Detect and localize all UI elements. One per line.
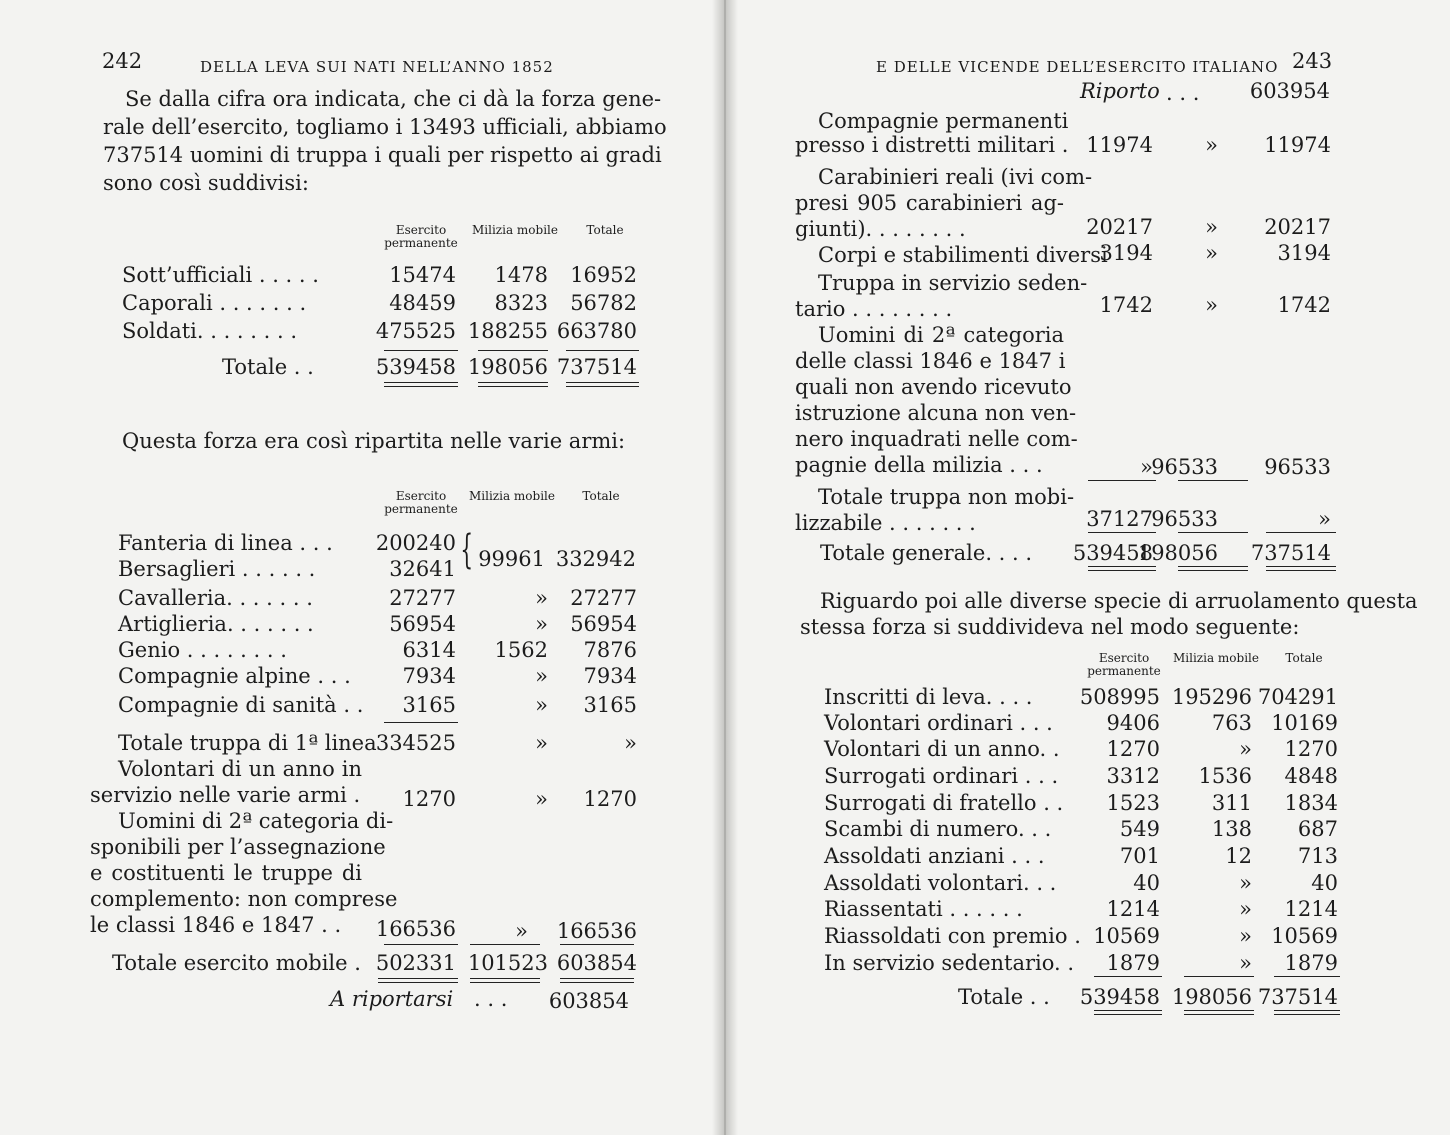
- table2-row-c2: 1562: [494, 638, 548, 662]
- rule: [1088, 480, 1156, 481]
- table3-row-c2: 763: [1211, 711, 1252, 735]
- row-line: pagnie della milizia . . .: [795, 453, 1043, 477]
- second-cat-line: Uomini di 2ª categoria di-: [118, 809, 394, 833]
- line1-total-c2: »: [535, 731, 548, 755]
- table2-row-label: Compagnie di sanità . .: [118, 693, 364, 717]
- table3-row-c1: 9406: [1106, 711, 1160, 735]
- table3-total-c3: 737514: [1257, 985, 1338, 1009]
- table3-total-c2: 198056: [1171, 985, 1252, 1009]
- row-c3: 96533: [1264, 455, 1331, 479]
- second-cat-line: complemento: non comprese: [90, 887, 398, 911]
- table3-row-c1: 508995: [1079, 685, 1160, 709]
- table2-header-2: Totale: [582, 489, 620, 503]
- table3-row-c2: 138: [1211, 817, 1252, 841]
- table2-row-c1: 7934: [402, 664, 456, 688]
- table3-row-c2: »: [1239, 871, 1252, 895]
- table1-header-2: Totale: [586, 223, 624, 237]
- table3-header-0: Esercito permanente: [1087, 651, 1161, 678]
- double-rule: [1184, 1010, 1254, 1015]
- row-line: presso i distretti militari .: [795, 133, 1069, 157]
- table1-row-c3: 56782: [570, 291, 637, 315]
- line1-total-c3: »: [624, 731, 637, 755]
- double-rule: [1178, 566, 1248, 571]
- rule: [470, 944, 540, 945]
- table3-row-c3: 1834: [1284, 791, 1338, 815]
- row-c3: 20217: [1264, 215, 1331, 239]
- row-c2: 96533: [1151, 455, 1218, 479]
- table2-header-0: Esercito permanente: [384, 489, 458, 516]
- table1-row-c1: 48459: [389, 291, 456, 315]
- table3-row-c1: 40: [1133, 871, 1160, 895]
- table3-row-c2: 12: [1225, 844, 1252, 868]
- row-line: delle classi 1846 e 1847 i: [795, 349, 1066, 373]
- table3-row-label: Volontari di un anno. .: [824, 737, 1060, 761]
- general-total-c3: 737514: [1250, 541, 1331, 565]
- row-line: Totale truppa non mobi-: [818, 485, 1075, 509]
- second-cat-c3: 166536: [556, 919, 637, 943]
- rule: [566, 350, 639, 351]
- table1-total-c3: 737514: [556, 355, 637, 379]
- table1-row-c1: 15474: [389, 263, 456, 287]
- volunteers-line: Volontari di un anno in: [118, 757, 362, 781]
- table3-row-c2: 311: [1211, 791, 1252, 815]
- braced-c2: 99961: [478, 547, 545, 571]
- table3-row-c1: 1879: [1106, 951, 1160, 975]
- text2-line: stessa forza si suddivideva nel modo seguente:: [800, 615, 1300, 639]
- rule: [1178, 480, 1248, 481]
- rule: [384, 722, 458, 723]
- row-c2: »: [1205, 215, 1218, 239]
- row-c3: 1742: [1277, 293, 1331, 317]
- intro-line: Se dalla cifra ora indicata, che ci dà la forza gene-: [125, 87, 662, 111]
- intro-line: sono così suddivisi:: [103, 171, 309, 195]
- row-c1: 1742: [1099, 293, 1153, 317]
- table3-row-label: Riassoldati con premio .: [824, 924, 1081, 948]
- table1-row-c2: 188255: [467, 319, 548, 343]
- running-header: DELLA LEVA SUI NATI NELL’ANNO 1852: [200, 58, 554, 76]
- table1-row-label: Caporali . . . . . . .: [122, 291, 307, 315]
- rule: [1178, 532, 1248, 533]
- second-cat-c1: 166536: [375, 917, 456, 941]
- row-c3: 3194: [1277, 241, 1331, 265]
- table3-row-c1: 549: [1119, 817, 1160, 841]
- second-cat-c2: »: [515, 919, 528, 943]
- line1-total-label: Totale truppa di 1ª linea: [118, 731, 377, 755]
- volunteers-line: servizio nelle varie armi .: [90, 783, 361, 807]
- table3-row-c2: »: [1239, 951, 1252, 975]
- row-c1: 3194: [1099, 241, 1153, 265]
- table3-row-c3: 4848: [1284, 764, 1338, 788]
- table3-row-c2: 195296: [1171, 685, 1252, 709]
- double-rule: [1266, 566, 1336, 571]
- page-number: 243: [1292, 49, 1333, 73]
- mobile-total-label: Totale esercito mobile .: [112, 951, 361, 975]
- table3-row-c3: 713: [1297, 844, 1338, 868]
- rule: [1274, 976, 1340, 977]
- row-line: presi 905 carabinieri ag-: [795, 191, 1064, 215]
- second-cat-line: e costituenti le truppe di: [90, 861, 362, 885]
- double-rule: [1088, 566, 1156, 571]
- mobile-total-c2: 101523: [467, 951, 548, 975]
- line1-total-c1: 334525: [375, 731, 456, 755]
- row-line: tario . . . . . . . .: [795, 297, 953, 321]
- row-c2: »: [1205, 133, 1218, 157]
- rule: [1184, 976, 1254, 977]
- table2-row-label: Fanteria di linea . . .: [118, 531, 333, 555]
- table3-row-c3: 10169: [1271, 711, 1338, 735]
- intro-line: 737514 uomini di truppa i quali per rispetto ai gradi: [103, 143, 662, 167]
- double-rule: [1094, 1010, 1162, 1015]
- row-line: istruzione alcuna non ven-: [795, 401, 1077, 425]
- table3-total-c1: 539458: [1079, 985, 1160, 1009]
- rule: [478, 350, 548, 351]
- table1-row-label: Sott’ufficiali . . . . .: [122, 263, 319, 287]
- braced-c3: 332942: [555, 547, 636, 571]
- second-cat-line: le classi 1846 e 1847 . .: [90, 913, 342, 937]
- table3-row-label: Inscritti di leva. . . .: [824, 685, 1033, 709]
- text2-line: Riguardo poi alle diverse specie di arruolamento questa: [820, 589, 1418, 613]
- table3-row-c3: 704291: [1257, 685, 1338, 709]
- table3-row-c3: 1270: [1284, 737, 1338, 761]
- table1-total-c2: 198056: [467, 355, 548, 379]
- second-cat-line: sponibili per l’assegnazione: [90, 835, 386, 859]
- table2-header-1: Milizia mobile: [469, 489, 555, 503]
- rule: [560, 944, 634, 945]
- rule: [1094, 976, 1162, 977]
- row-c3: »: [1318, 507, 1331, 531]
- volunteers-c3: 1270: [583, 787, 637, 811]
- row-c1: 11974: [1086, 133, 1153, 157]
- table3-row-c1: 1523: [1106, 791, 1160, 815]
- double-rule: [566, 382, 639, 387]
- row-c1: 37127: [1086, 507, 1153, 531]
- table1-row-c2: 8323: [494, 291, 548, 315]
- row-c3: 11974: [1264, 133, 1331, 157]
- table2-row-c3: 7934: [583, 664, 637, 688]
- table3-header-1: Milizia mobile: [1173, 651, 1259, 665]
- table3-row-c3: 687: [1297, 817, 1338, 841]
- double-rule: [560, 978, 634, 983]
- table2-row-label: Compagnie alpine . . .: [118, 664, 351, 688]
- rule: [384, 944, 458, 945]
- table3-row-c2: »: [1239, 924, 1252, 948]
- carry-dots: . . .: [474, 987, 508, 1011]
- row-line: Uomini di 2ª categoria: [818, 323, 1064, 347]
- brought-value: 603954: [1249, 79, 1330, 103]
- table3-row-c1: 3312: [1106, 764, 1160, 788]
- table2-row-c3: 3165: [583, 693, 637, 717]
- table2-row-c1: 27277: [389, 586, 456, 610]
- double-rule: [470, 978, 540, 983]
- double-rule: [378, 978, 458, 983]
- row-line: nero inquadrati nelle com-: [795, 427, 1078, 451]
- rule: [384, 350, 458, 351]
- table1-row-c2: 1478: [494, 263, 548, 287]
- brace: {: [460, 527, 474, 573]
- table1-row-label: Soldati. . . . . . . .: [122, 319, 297, 343]
- table2-row-c1: 200240: [375, 531, 456, 555]
- mid-text: Questa forza era così ripartita nelle varie armi:: [122, 429, 626, 453]
- table2-row-c2: »: [535, 586, 548, 610]
- table2-row-c1: 3165: [402, 693, 456, 717]
- table3-row-c2: »: [1239, 897, 1252, 921]
- table3-row-label: Riassentati . . . . . .: [824, 897, 1023, 921]
- row-line: lizzabile . . . . . . .: [795, 511, 976, 535]
- table3-row-label: Volontari ordinari . . .: [824, 711, 1053, 735]
- row-c2: 96533: [1151, 507, 1218, 531]
- table2-row-c3: 7876: [583, 638, 637, 662]
- table3-row-c2: 1536: [1198, 764, 1252, 788]
- table1-header-0: Esercito permanente: [384, 223, 458, 250]
- table2-row-c3: 56954: [570, 612, 637, 636]
- table3-row-label: Surrogati ordinari . . .: [824, 764, 1059, 788]
- table3-header-2: Totale: [1285, 651, 1323, 665]
- table3-row-c1: 701: [1119, 844, 1160, 868]
- table1-total-c1: 539458: [375, 355, 456, 379]
- table1-header-1: Milizia mobile: [472, 223, 558, 237]
- row-line: Corpi e stabilimenti diversi: [818, 243, 1108, 267]
- row-line: quali non avendo ricevuto: [795, 375, 1072, 399]
- table1-row-c1: 475525: [375, 319, 456, 343]
- brought-label: Riporto: [1080, 79, 1160, 103]
- book-gutter: [712, 0, 738, 1135]
- table2-row-label: Cavalleria. . . . . . .: [118, 586, 313, 610]
- table3-row-label: In servizio sedentario. .: [824, 951, 1075, 975]
- table1-row-c3: 663780: [556, 319, 637, 343]
- row-c1: »: [1140, 455, 1153, 479]
- table3-total-label: Totale . .: [958, 985, 1050, 1009]
- volunteers-c1: 1270: [402, 787, 456, 811]
- general-total-label: Totale generale. . . .: [820, 541, 1033, 565]
- table2-row-c1: 32641: [389, 557, 456, 581]
- double-rule: [384, 382, 458, 387]
- table3-row-c1: 10569: [1093, 924, 1160, 948]
- row-line: Truppa in servizio seden-: [818, 271, 1088, 295]
- table2-row-c2: »: [535, 664, 548, 688]
- row-c2: »: [1205, 293, 1218, 317]
- mobile-total-c3: 603854: [556, 951, 637, 975]
- brought-dots: . . .: [1166, 81, 1200, 105]
- table1-total-label: Totale . .: [222, 355, 314, 379]
- carry-value: 603854: [548, 989, 629, 1013]
- table2-row-c3: 27277: [570, 586, 637, 610]
- table2-row-label: Artiglieria. . . . . . .: [118, 612, 314, 636]
- table1-row-c3: 16952: [570, 263, 637, 287]
- table3-row-c3: 40: [1311, 871, 1338, 895]
- double-rule: [1274, 1010, 1340, 1015]
- table3-row-c3: 1879: [1284, 951, 1338, 975]
- row-line: Carabinieri reali (ivi com-: [818, 165, 1093, 189]
- table3-row-label: Surrogati di fratello . .: [824, 791, 1064, 815]
- table3-row-c3: 1214: [1284, 897, 1338, 921]
- table3-row-label: Assoldati volontari. . .: [824, 871, 1057, 895]
- mobile-total-c1: 502331: [375, 951, 456, 975]
- running-header: E DELLE VICENDE DELL’ESERCITO ITALIANO: [876, 58, 1279, 76]
- row-line: giunti). . . . . . . .: [795, 217, 966, 241]
- table2-row-c1: 6314: [402, 638, 456, 662]
- table3-row-c1: 1270: [1106, 737, 1160, 761]
- table2-row-c2: »: [535, 693, 548, 717]
- table3-row-label: Scambi di numero. . .: [824, 817, 1052, 841]
- rule: [1088, 532, 1156, 533]
- table2-row-label: Genio . . . . . . . .: [118, 638, 287, 662]
- table3-row-label: Assoldati anziani . . .: [824, 844, 1045, 868]
- row-c1: 20217: [1086, 215, 1153, 239]
- row-line: Compagnie permanenti: [818, 109, 1069, 133]
- table2-row-c1: 56954: [389, 612, 456, 636]
- row-c2: »: [1205, 241, 1218, 265]
- double-rule: [478, 382, 548, 387]
- general-total-c2: 198056: [1137, 541, 1218, 565]
- carry-label: A riportarsi: [330, 987, 454, 1011]
- page-number: 242: [102, 49, 143, 73]
- table3-row-c1: 1214: [1106, 897, 1160, 921]
- table3-row-c3: 10569: [1271, 924, 1338, 948]
- table2-row-c2: »: [535, 612, 548, 636]
- rule: [1266, 532, 1336, 533]
- volunteers-c2: »: [535, 787, 548, 811]
- table3-row-c2: »: [1239, 737, 1252, 761]
- table2-row-label: Bersaglieri . . . . . .: [118, 557, 316, 581]
- general-total-c1: 539458: [1072, 541, 1153, 565]
- intro-line: rale dell’esercito, togliamo i 13493 ufficiali, abbiamo: [103, 115, 667, 139]
